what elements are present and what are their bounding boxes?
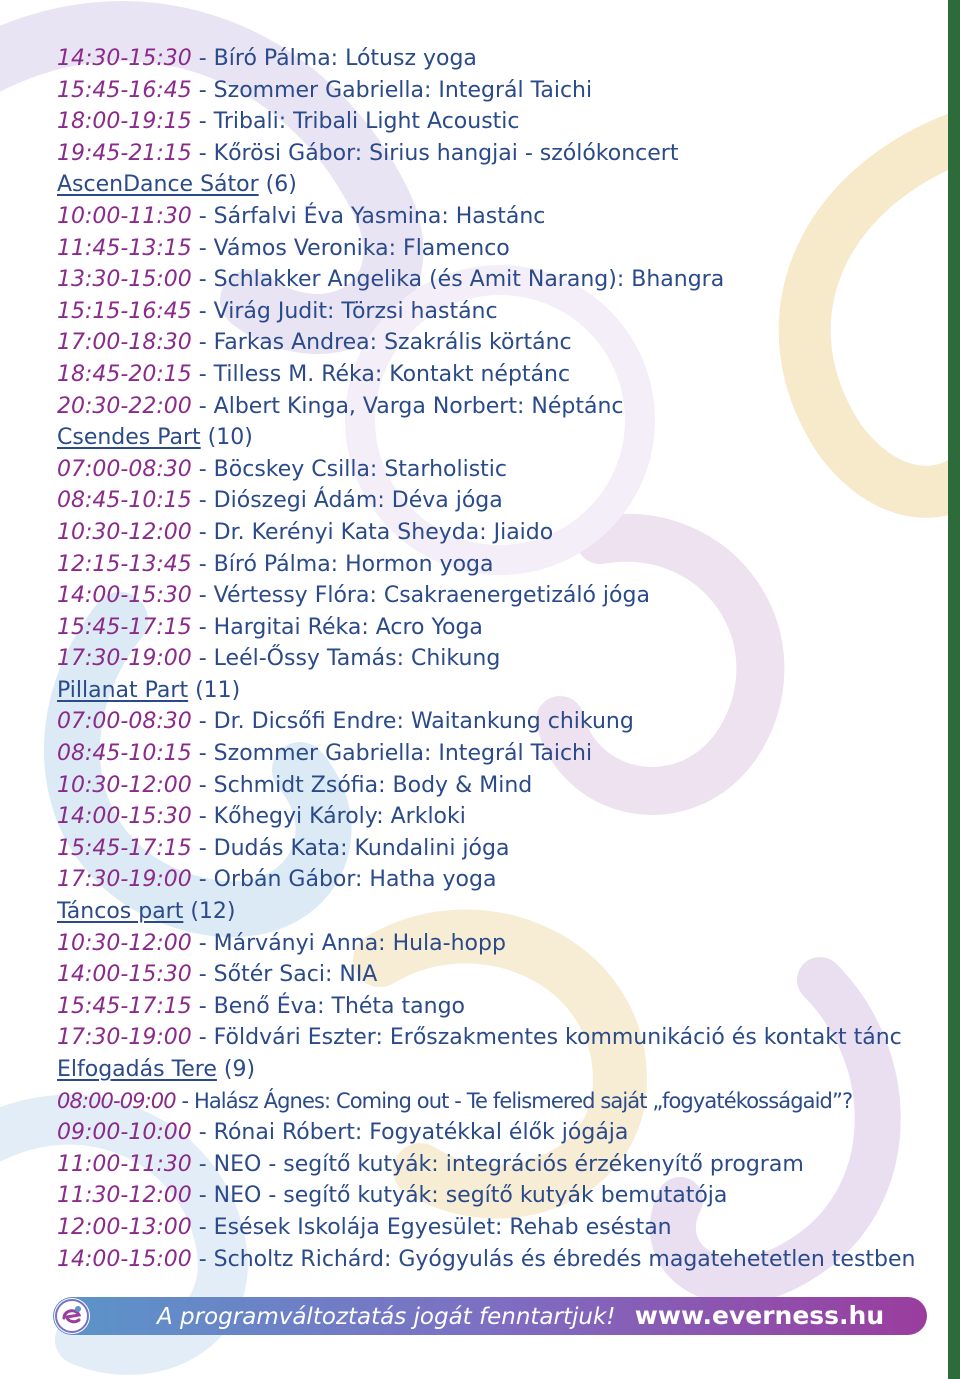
- program-description: - NEO - segítő kutyák: segítő kutyák bemutatója: [191, 1183, 728, 1209]
- footer-banner: [53, 1297, 927, 1335]
- website-link[interactable]: www.everness.hu: [634, 1301, 885, 1330]
- program-description: - Tribali: Tribali Light Acoustic: [191, 109, 520, 135]
- program-item: [57, 1180, 937, 1212]
- program-item: [57, 959, 937, 991]
- program-item: [57, 991, 937, 1023]
- program-item: [57, 706, 937, 738]
- program-description: - Schlakker Angelika (és Amit Narang): Bhangra: [191, 267, 725, 293]
- program-time: 17:30-19:00: [57, 867, 192, 893]
- program-description: - Kőhegyi Károly: Arkloki: [191, 804, 466, 830]
- program-description: - Schmidt Zsófia: Body & Mind: [191, 772, 533, 798]
- program-item: [57, 738, 937, 770]
- program-time: 08:45-10:15: [57, 741, 192, 767]
- program-description: - Sőtér Saci: NIA: [191, 962, 378, 988]
- program-item: [57, 833, 937, 865]
- program-time: 14:00-15:30: [57, 804, 192, 830]
- venue-heading: [57, 675, 937, 707]
- program-time: 07:00-08:30: [57, 709, 192, 735]
- program-item: [57, 770, 937, 802]
- program-description: - Sárfalvi Éva Yasmina: Hastánc: [191, 203, 546, 229]
- program-item: [57, 138, 937, 170]
- program-description: - Leél-Őssy Tamás: Chikung: [191, 646, 501, 672]
- program-time: 17:30-19:00: [57, 1025, 192, 1051]
- program-item: [57, 864, 937, 896]
- program-item: [57, 1212, 937, 1244]
- program-description: - Scholtz Richárd: Gyógyulás és ébredés magatehetetlen testben: [191, 1246, 916, 1272]
- program-time: 10:00-11:30: [57, 203, 192, 229]
- program-time: 14:30-15:30: [57, 46, 192, 71]
- venue-heading: [57, 896, 937, 928]
- program-time: 08:00-09:00: [57, 1088, 176, 1113]
- venue-name: Táncos part: [57, 899, 184, 925]
- program-description: - Farkas Andrea: Szakrális körtánc: [191, 330, 572, 356]
- program-item: [57, 43, 937, 75]
- program-time: 10:30-12:00: [57, 772, 192, 798]
- program-time: 14:00-15:30: [57, 583, 192, 609]
- program-item: [57, 928, 937, 960]
- program-item: [57, 1244, 937, 1276]
- program-description: - Vértessy Flóra: Csakraenergetizáló jóga: [191, 583, 650, 609]
- program-description: - Esések Iskolája Egyesület: Rehab eséstan: [191, 1214, 672, 1240]
- program-time: 09:00-10:00: [57, 1120, 192, 1146]
- venue-name: Elfogadás Tere: [57, 1057, 217, 1082]
- program-item: [57, 1086, 937, 1118]
- program-schedule: [57, 43, 937, 1275]
- program-time: 17:00-18:30: [57, 330, 192, 356]
- program-time: 17:30-19:00: [57, 646, 192, 672]
- program-item: [57, 485, 937, 517]
- program-time: 10:30-12:00: [57, 519, 192, 545]
- program-time: 18:00-19:15: [57, 109, 192, 135]
- program-description: - Tilless M. Réka: Kontakt néptánc: [191, 361, 571, 387]
- program-item: [57, 201, 937, 233]
- program-time: 19:45-21:15: [57, 140, 192, 166]
- venue-name: Pillanat Part: [57, 677, 189, 703]
- program-item: [57, 1149, 937, 1181]
- program-description: - NEO - segítő kutyák: integrációs érzékenyítő program: [191, 1151, 804, 1177]
- program-time: 15:45-16:45: [57, 77, 192, 103]
- program-item: [57, 517, 937, 549]
- program-item: [57, 643, 937, 675]
- program-time: 15:45-17:15: [57, 614, 192, 640]
- footer-note: A programváltoztatás jogát fenntartjuk!: [157, 1304, 616, 1330]
- program-description: - Vámos Veronika: Flamenco: [191, 235, 510, 261]
- venue-count: (9): [216, 1057, 256, 1082]
- program-item: [57, 296, 937, 328]
- program-item: [57, 1117, 937, 1149]
- program-item: [57, 391, 937, 423]
- program-description: - Márványi Anna: Hula-hopp: [191, 930, 506, 956]
- program-item: [57, 454, 937, 486]
- venue-count: (6): [258, 172, 297, 198]
- footer-text: [157, 1297, 884, 1335]
- program-description: - Rónai Róbert: Fogyatékkal élők jógája: [191, 1120, 629, 1146]
- program-description: - Dr. Kerényi Kata Sheyda: Jiaido: [191, 519, 554, 545]
- program-item: [57, 801, 937, 833]
- program-description: - Dudás Kata: Kundalini jóga: [191, 835, 510, 861]
- venue-heading: [57, 1054, 937, 1086]
- program-time: 15:15-16:45: [57, 298, 192, 324]
- venue-heading: [57, 169, 937, 201]
- program-time: 15:45-17:15: [57, 835, 192, 861]
- program-description: - Szommer Gabriella: Integrál Taichi: [191, 741, 593, 767]
- program-item: [57, 264, 937, 296]
- program-time: 13:30-15:00: [57, 267, 192, 293]
- program-time: 10:30-12:00: [57, 930, 192, 956]
- right-edge-bar: [948, 0, 960, 1379]
- program-description: - Diószegi Ádám: Déva jóga: [191, 488, 503, 514]
- program-item: [57, 233, 937, 265]
- venue-count: (10): [200, 425, 253, 451]
- program-description: - Bíró Pálma: Lótusz yoga: [191, 46, 477, 71]
- program-time: 18:45-20:15: [57, 361, 192, 387]
- everness-logo-icon: [54, 1298, 90, 1334]
- program-time: 12:15-13:45: [57, 551, 192, 577]
- program-item: [57, 75, 937, 107]
- program-description: - Hargitai Réka: Acro Yoga: [191, 614, 483, 640]
- program-time: 14:00-15:00: [57, 1246, 192, 1272]
- program-time: 12:00-13:00: [57, 1214, 192, 1240]
- venue-count: (12): [183, 899, 236, 925]
- program-time: 14:00-15:30: [57, 962, 192, 988]
- program-item: [57, 327, 937, 359]
- program-time: 08:45-10:15: [57, 488, 192, 514]
- program-description: - Bíró Pálma: Hormon yoga: [191, 551, 494, 577]
- program-item: [57, 580, 937, 612]
- program-item: [57, 359, 937, 391]
- program-time: 07:00-08:30: [57, 456, 192, 482]
- program-description: - Földvári Eszter: Erőszakmentes kommunikáció és kontakt tánc: [191, 1025, 902, 1051]
- program-description: - Dr. Dicsőfi Endre: Waitankung chikung: [191, 709, 634, 735]
- program-description: - Kőrösi Gábor: Sirius hangjai - szólókoncert: [191, 140, 679, 166]
- venue-heading: [57, 422, 937, 454]
- venue-name: Csendes Part: [57, 425, 201, 451]
- program-item: [57, 612, 937, 644]
- program-description: - Orbán Gábor: Hatha yoga: [191, 867, 497, 893]
- program-description: - Albert Kinga, Varga Norbert: Néptánc: [191, 393, 624, 419]
- program-time: 15:45-17:15: [57, 993, 192, 1019]
- program-description: - Halász Ágnes: Coming out - Te felismered saját „fogyatékosságaid”?: [175, 1088, 853, 1113]
- program-time: 20:30-22:00: [57, 393, 192, 419]
- program-description: - Benő Éva: Théta tango: [191, 993, 465, 1019]
- venue-name: AscenDance Sátor: [57, 172, 259, 198]
- program-item: [57, 1022, 937, 1054]
- program-description: - Szommer Gabriella: Integrál Taichi: [191, 77, 593, 103]
- program-time: 11:30-12:00: [57, 1183, 192, 1209]
- program-item: [57, 549, 937, 581]
- program-time: 11:00-11:30: [57, 1151, 192, 1177]
- venue-count: (11): [188, 677, 241, 703]
- program-description: - Böcskey Csilla: Starholistic: [191, 456, 507, 482]
- program-item: [57, 106, 937, 138]
- program-time: 11:45-13:15: [57, 235, 192, 261]
- program-description: - Virág Judit: Törzsi hastánc: [191, 298, 498, 324]
